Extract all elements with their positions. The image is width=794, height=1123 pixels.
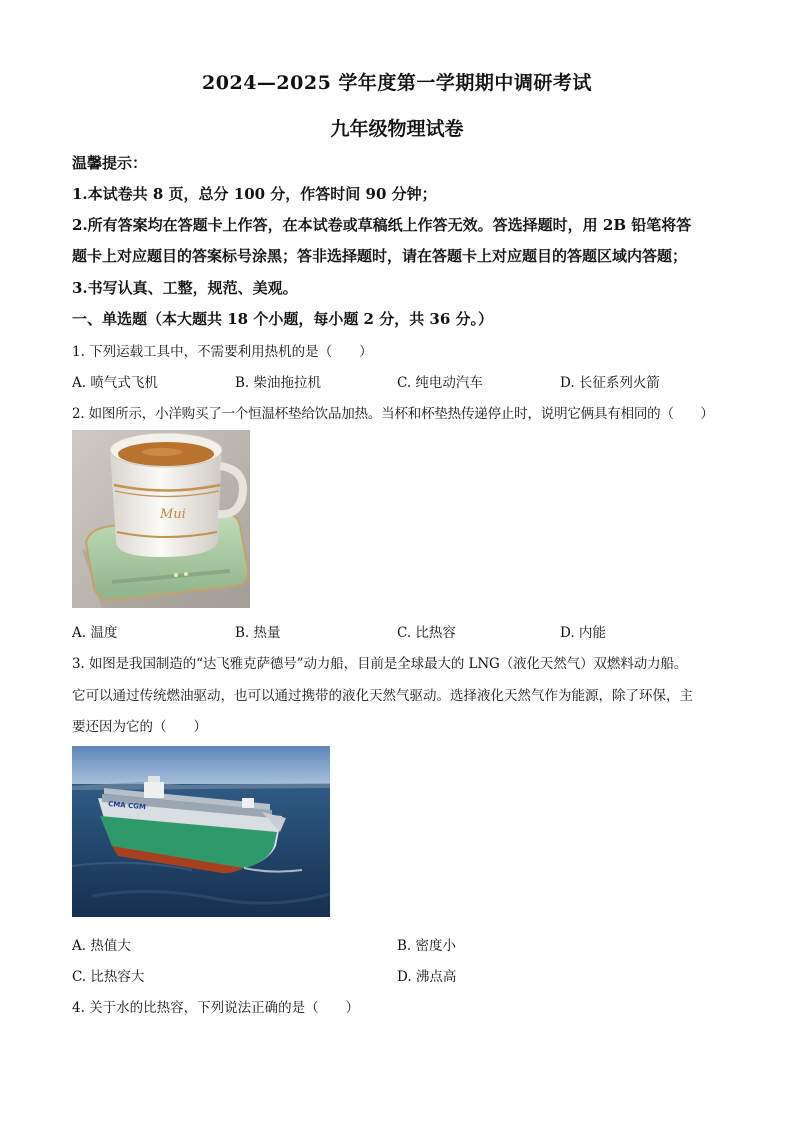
- section-heading: 一、单选题（本大题共 18 个小题，每小题 2 分，共 36 分。）: [72, 310, 494, 328]
- question-2-stem: 2. 如图所示，小洋购买了一个恒温杯垫给饮品加热。当杯和杯垫热传递停止时，说明它俩具有相同的（ ）: [72, 406, 714, 422]
- exam-title: 2024—2025 学年度第一学期期中调研考试: [202, 72, 592, 94]
- q1-option-a: A. 喷气式飞机: [72, 375, 158, 391]
- q3-option-b: B. 密度小: [397, 938, 457, 954]
- cup-on-warmer-photo: [72, 430, 250, 608]
- tip-2a: 2.所有答案均在答题卡上作答，在本试卷或草稿纸上作答无效。答选择题时，用 2B 铅笔将答: [72, 216, 692, 234]
- ship-illustration: [72, 746, 330, 917]
- question-3-stem-line1: 3. 如图是我国制造的“达飞雅克萨德号”动力船，目前是全球最大的 LNG（液化天然气）双燃料动力船。: [72, 656, 688, 672]
- question-3-stem-line3: 要还因为它的（ ）: [72, 719, 207, 735]
- tip-1: 1.本试卷共 8 页，总分 100 分，作答时间 90 分钟；: [72, 185, 437, 203]
- cup-warmer-illustration: [72, 430, 250, 608]
- q2-option-c: C. 比热容: [397, 625, 456, 641]
- cup-logo-text: Mui: [160, 507, 186, 522]
- q1-option-c: C. 纯电动汽车: [397, 375, 483, 391]
- q3-option-d: D. 沸点高: [397, 969, 457, 985]
- ship-hull-lettering: CMA CGM: [107, 800, 147, 812]
- question-4-stem: 4. 关于水的比热容，下列说法正确的是（ ）: [72, 1000, 360, 1016]
- q2-option-d: D. 内能: [560, 625, 606, 641]
- q1-option-b: B. 柴油拖拉机: [235, 375, 322, 391]
- q2-option-b: B. 热量: [235, 625, 281, 641]
- q3-option-a: A. 热值大: [72, 938, 131, 954]
- q2-option-a: A. 温度: [72, 625, 118, 641]
- tip-2b: 题卡上对应题目的答案标号涂黑；答非选择题时，请在答题卡上对应题目的答题区域内答题；: [72, 247, 688, 265]
- tip-3: 3.书写认真、工整，规范、美观。: [72, 279, 298, 297]
- exam-subtitle: 九年级物理试卷: [330, 118, 464, 140]
- lng-ship-photo: [72, 746, 330, 917]
- question-1-stem: 1. 下列运载工具中，不需要利用热机的是（ ）: [72, 344, 373, 360]
- tips-heading: 温馨提示：: [72, 154, 148, 172]
- q1-option-d: D. 长征系列火箭: [560, 375, 660, 391]
- q3-option-c: C. 比热容大: [72, 969, 145, 985]
- question-3-stem-line2: 它可以通过传统燃油驱动，也可以通过携带的液化天然气驱动。选择液化天然气作为能源，除了环保，主: [72, 688, 693, 704]
